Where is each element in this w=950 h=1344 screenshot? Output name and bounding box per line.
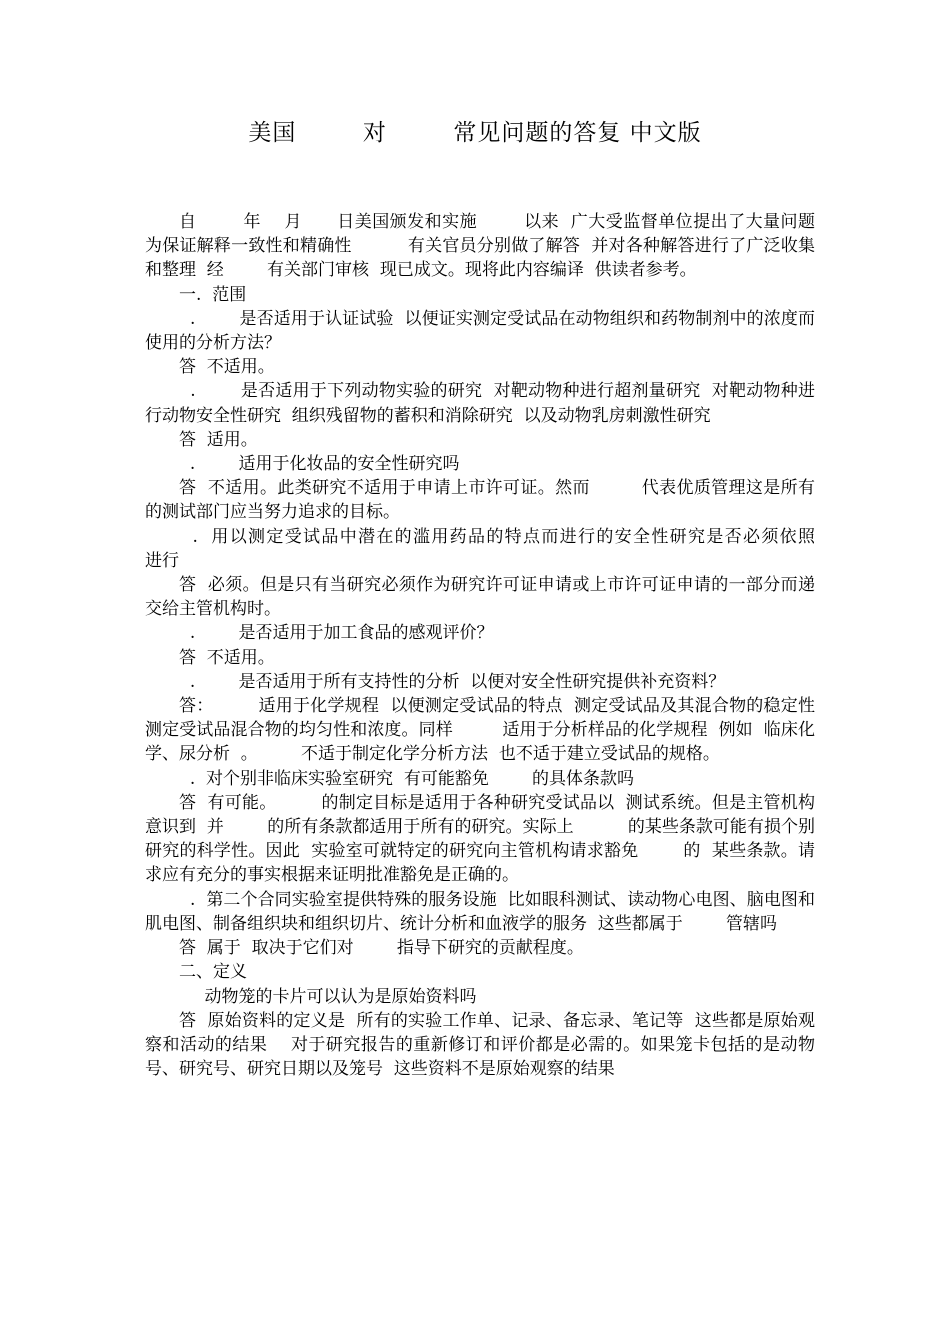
answer-paragraph: 答 有可能。 的制定目标是适用于各种研究受试品以 测试系统。但是主管机构意识到 并 的所有条款都适用于所有的研究。实际上 的某些条款可能有损个别研究的科学性。因此 实验室可就特定的研究向主管机构请求豁免 的 某些条款。请求应有充分的事实根据来证明批准豁免是正确的。 (145, 792, 815, 886)
question-paragraph: 动物笼的卡片可以认为是原始资料吗 (204, 986, 477, 1007)
answer-paragraph: 答 不适用。 (179, 357, 275, 378)
question-paragraph: . 是否适用于下列动物实验的研究 对靶动物种进行超剂量研究 对靶动物种进行动物安全性研究 组织残留物的蓄积和消除研究 以及动物乳房刺激性研究 (145, 381, 815, 426)
intro-paragraph: 自 年 月 日美国颁发和实施 以来 广大受监督单位提出了大量问题 为保证解释一致性和精确性 有关官员分别做了解答 并对各种解答进行了广泛收集和整理 经 有关部门审核 现已成文。现将此内容编译 供读者参考。 (145, 212, 826, 281)
answer-paragraph: 答 属于 取决于它们对 指导下研究的贡献程度。 (179, 938, 584, 959)
question-paragraph: . 用以测定受试品中潜在的滥用药品的特点而进行的安全性研究是否必须依照 进行 (145, 526, 859, 571)
document-body (145, 210, 859, 1081)
answer-paragraph: 答 不适用。 (179, 647, 275, 668)
answer-paragraph: 答 适用。 (179, 429, 258, 450)
question-paragraph: . 是否适用于所有支持性的分析 以便对安全性研究提供补充资料？ (179, 671, 726, 692)
question-paragraph: . 是否适用于加工食品的感观评价？ (179, 623, 494, 644)
section-heading-definitions: 二、定义 (179, 962, 247, 983)
answer-paragraph: 答： 适用于化学规程 以便测定受试品的特点 测定受试品及其混合物的稳定性 测定受试品混合物的均匀性和浓度。同样 适用于分析样品的化学规程 例如 临床化学、尿分析 。 不适于制定化学分析方法 也不适于建立受试品的规格。 (145, 696, 826, 765)
question-paragraph: . 对个别非临床实验室研究 有可能豁免 的具体条款吗 (179, 768, 635, 789)
question-paragraph: . 第二个合同实验室提供特殊的服务设施 比如眼科测试、读动物心电图、脑电图和肌电图、制备组织块和组织切片、统计分析和血液学的服务 这些都属于 管辖吗 (145, 889, 815, 934)
answer-paragraph: 答 必须。但是只有当研究必须作为研究许可证申请或上市许可证申请的一部分而递交给主管机构时。 (145, 575, 815, 620)
question-paragraph: . 是否适用于认证试验 以便证实测定受试品在动物组织和药物制剂中的浓度而使用的分析方法？ (145, 308, 815, 354)
question-paragraph: . 适用于化妆品的安全性研究吗 (179, 454, 460, 475)
page-title: 美国 对 常见问题的答复 中文版 (248, 120, 702, 146)
answer-paragraph: 答 不适用。此类研究不适用于申请上市许可证。然而 代表优质管理这是所有的测试部门应当努力追求的目标。 (145, 478, 815, 523)
section-heading-scope: 一. 范围 (179, 284, 247, 305)
answer-paragraph: 答 原始资料的定义是 所有的实验工作单、记录、备忘录、笔记等 这些都是原始观察和活动的结果 对于研究报告的重新修订和评价都是必需的。如果笼卡包括的是动物号、研究号、研究日期以及笼号 这些资料不是原始观察的结果 (145, 1010, 815, 1080)
